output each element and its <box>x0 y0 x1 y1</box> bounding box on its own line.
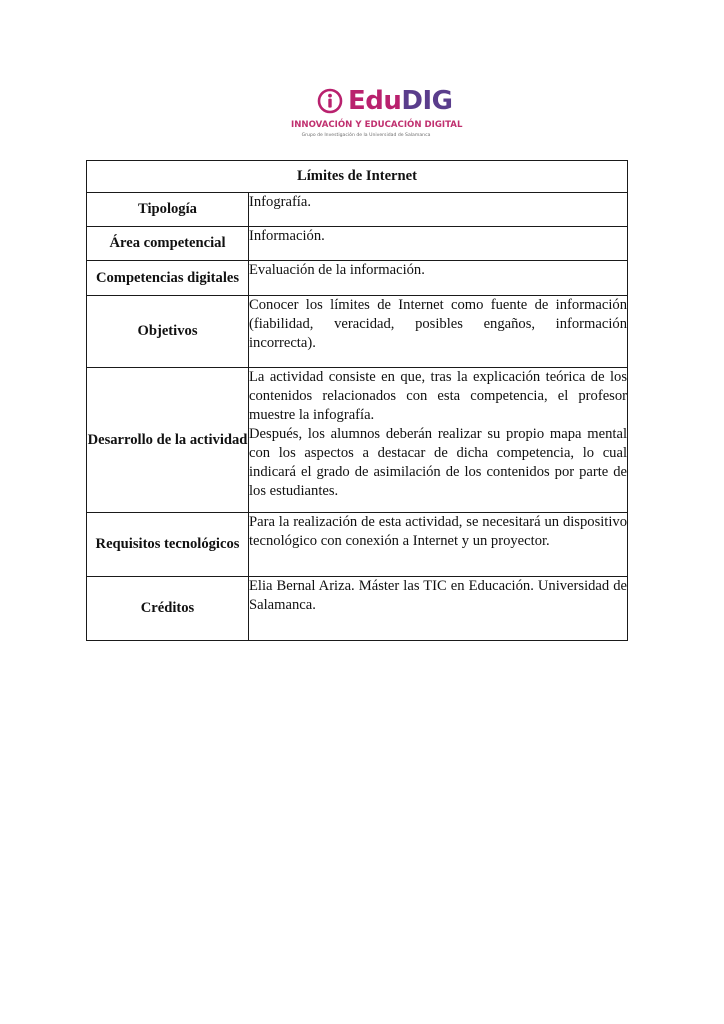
row-value-paragraph: La actividad consiste en que, tras la explicación teórica de los contenidos relacionados con esta competencia, el profesor muestre la infografía. <box>249 369 628 423</box>
logo-tagline: INNOVACIÓN Y EDUCACIÓN DIGITAL <box>291 120 463 130</box>
row-label: Competencias digitales <box>87 261 249 296</box>
table-row-tipologia <box>87 193 628 227</box>
logo-brand-row <box>317 84 453 118</box>
row-value <box>249 261 628 296</box>
row-label: Área competencial <box>87 227 249 261</box>
row-value <box>249 368 628 513</box>
row-value <box>249 227 628 261</box>
row-label: Requisitos tecnológicos <box>87 513 249 577</box>
row-label: Tipología <box>87 193 249 227</box>
logo-wordmark <box>348 84 453 118</box>
row-value-paragraph: Después, los alumnos deberán realizar su propio mapa mental con los aspectos a destacar de dicha competencia, lo cual indicará el grado de asimilación de los contenidos por parte de los estudiantes. <box>249 426 628 499</box>
row-value <box>249 513 628 577</box>
row-value <box>249 577 628 641</box>
row-label: Créditos <box>87 577 249 641</box>
row-value <box>249 296 628 368</box>
table-title: Límites de Internet <box>87 161 628 193</box>
logo-wordmark-edu: Edu <box>348 86 402 116</box>
table-row-desarrollo <box>87 368 628 513</box>
table-row-objetivos <box>87 296 628 368</box>
row-value <box>249 193 628 227</box>
row-label: Desarrollo de la actividad <box>87 368 249 513</box>
row-value-text: Elia Bernal Ariza. Máster las TIC en Educación. Universidad de Salamanca. <box>249 578 628 613</box>
logo-subline: Grupo de Investigación de la Universidad de Salamanca <box>301 133 431 138</box>
row-value-text: Infografía. <box>249 194 311 210</box>
table-row-competencias-digitales <box>87 261 628 296</box>
table-row-creditos <box>87 577 628 641</box>
row-value-text: Para la realización de esta actividad, se necesitará un dispositivo tecnológico con conexión a Internet y un proyector. <box>249 514 628 549</box>
info-circle-icon <box>317 88 343 114</box>
table-title-row <box>87 161 628 193</box>
row-value-text: Conocer los límites de Internet como fuente de información (fiabilidad, veracidad, posibles engaños, información incorrecta). <box>249 297 628 351</box>
table-row-requisitos <box>87 513 628 577</box>
row-value-text: Información. <box>249 228 325 244</box>
row-label: Objetivos <box>87 296 249 368</box>
activity-sheet-table <box>86 160 628 641</box>
table-row-area-competencial <box>87 227 628 261</box>
edudig-logo <box>291 84 463 146</box>
row-value-text: Evaluación de la información. <box>249 262 425 278</box>
logo-wordmark-dig: DIG <box>401 86 453 116</box>
